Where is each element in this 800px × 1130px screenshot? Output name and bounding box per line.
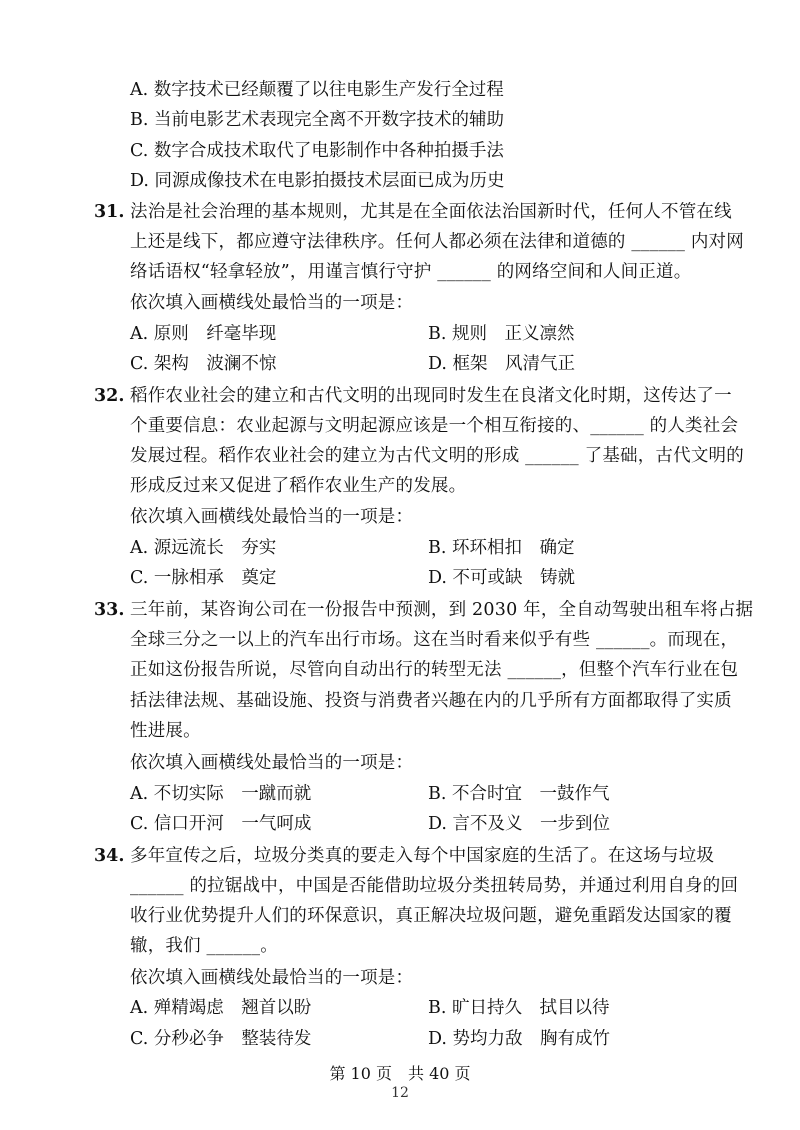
q32-option-c: C. 一脉相承 奠定 [130,568,277,588]
q33-stem-line-5: 性进展。 [130,721,201,741]
q33-stem-line-1: 三年前，某咨询公司在一份报告中预测，到 2030 年，全自动驾驶出租车将占据 [130,600,754,620]
q30-option-b: B. 当前电影艺术表现完全离不开数字技术的辅助 [130,110,504,130]
q32-stem-line-3: 发展过程。稻作农业社会的建立为古代文明的形成 ______ 了基础，古代文明的 [130,446,744,466]
q32-prompt: 依次填入画横线处最恰当的一项是： [130,507,414,527]
q32-stem-line-4: 形成反过来又促进了稻作农业生产的发展。 [130,476,467,496]
q32-number: 32. [94,386,125,406]
scan-page-number: 12 [391,1085,409,1101]
q32-stem-line-2: 个重要信息：农业起源与文明起源应该是一个相互衔接的、______ 的人类社会 [130,416,739,436]
q34-prompt: 依次填入画横线处最恰当的一项是： [130,968,414,988]
q33-option-a: A. 不切实际 一蹴而就 [130,784,312,804]
q30-option-a: A. 数字技术已经颠覆了以往电影生产发行全过程 [130,80,504,100]
q31-option-d: D. 框架 风清气正 [428,354,576,374]
q32-stem-line-1: 稻作农业社会的建立和古代文明的出现同时发生在良渚文化时期，这传达了一 [130,386,732,406]
q31-prompt: 依次填入画横线处最恰当的一项是： [130,293,414,313]
q33-number: 33. [94,600,125,620]
q34-option-a: A. 殚精竭虑 翘首以盼 [130,998,312,1018]
q34-stem-line-1: 多年宣传之后，垃圾分类真的要走入每个中国家庭的生活了。在这场与垃圾 [130,846,715,866]
q34-stem-line-2: ______ 的拉锯战中，中国是否能借助垃圾分类扭转局势，并通过利用自身的回 [130,876,739,896]
q31-stem-line-1: 法治是社会治理的基本规则，尤其是在全面依法治国新时代，任何人不管在线 [130,202,732,222]
q33-option-c: C. 信口开河 一气呵成 [130,814,312,834]
q30-option-d: D. 同源成像技术在电影拍摄技术层面已成为历史 [130,171,505,191]
q33-stem-line-2: 全球三分之一以上的汽车出行市场。这在当时看来似乎有些 ______。而现在， [130,630,739,650]
q31-option-b: B. 规则 正义凛然 [428,324,575,344]
q30-option-c: C. 数字合成技术取代了电影制作中各种拍摄手法 [130,141,504,161]
q31-stem-line-2: 上还是线下，都应遵守法律秩序。任何人都必须在法律和道德的 ______ 内对网 [130,232,744,252]
q33-option-d: D. 言不及义 一步到位 [428,814,611,834]
q34-option-d: D. 势均力敌 胸有成竹 [428,1029,611,1049]
q34-stem-line-4: 辙，我们 ______。 [130,936,278,956]
q32-option-d: D. 不可或缺 铸就 [428,568,576,588]
q33-stem-line-3: 正如这份报告所说，尽管向自动出行的转型无法 ______，但整个汽车行业在包 [130,660,739,680]
q31-option-c: C. 架构 波澜不惊 [130,354,277,374]
q33-prompt: 依次填入画横线处最恰当的一项是： [130,753,414,773]
q34-number: 34. [94,846,125,866]
q32-option-b: B. 环环相扣 确定 [428,538,575,558]
q33-option-b: B. 不合时宜 一鼓作气 [428,784,610,804]
page-footer-label: 第 10 页 共 40 页 [329,1064,471,1083]
q32-option-a: A. 源远流长 夯实 [130,538,277,558]
q31-option-a: A. 原则 纤毫毕现 [130,324,277,344]
q34-stem-line-3: 收行业优势提升人们的环保意识，真正解决垃圾问题，避免重蹈发达国家的覆 [130,906,732,926]
q33-stem-line-4: 括法律法规、基础设施、投资与消费者兴趣在内的几乎所有方面都取得了实质 [130,691,732,711]
q31-number: 31. [94,202,125,222]
q34-option-c: C. 分秒必争 整装待发 [130,1029,312,1049]
q34-option-b: B. 旷日持久 拭目以待 [428,998,610,1018]
q31-stem-line-3: 络话语权“轻拿轻放”，用谨言慎行守护 ______ 的网络空间和人间正道。 [130,262,692,282]
